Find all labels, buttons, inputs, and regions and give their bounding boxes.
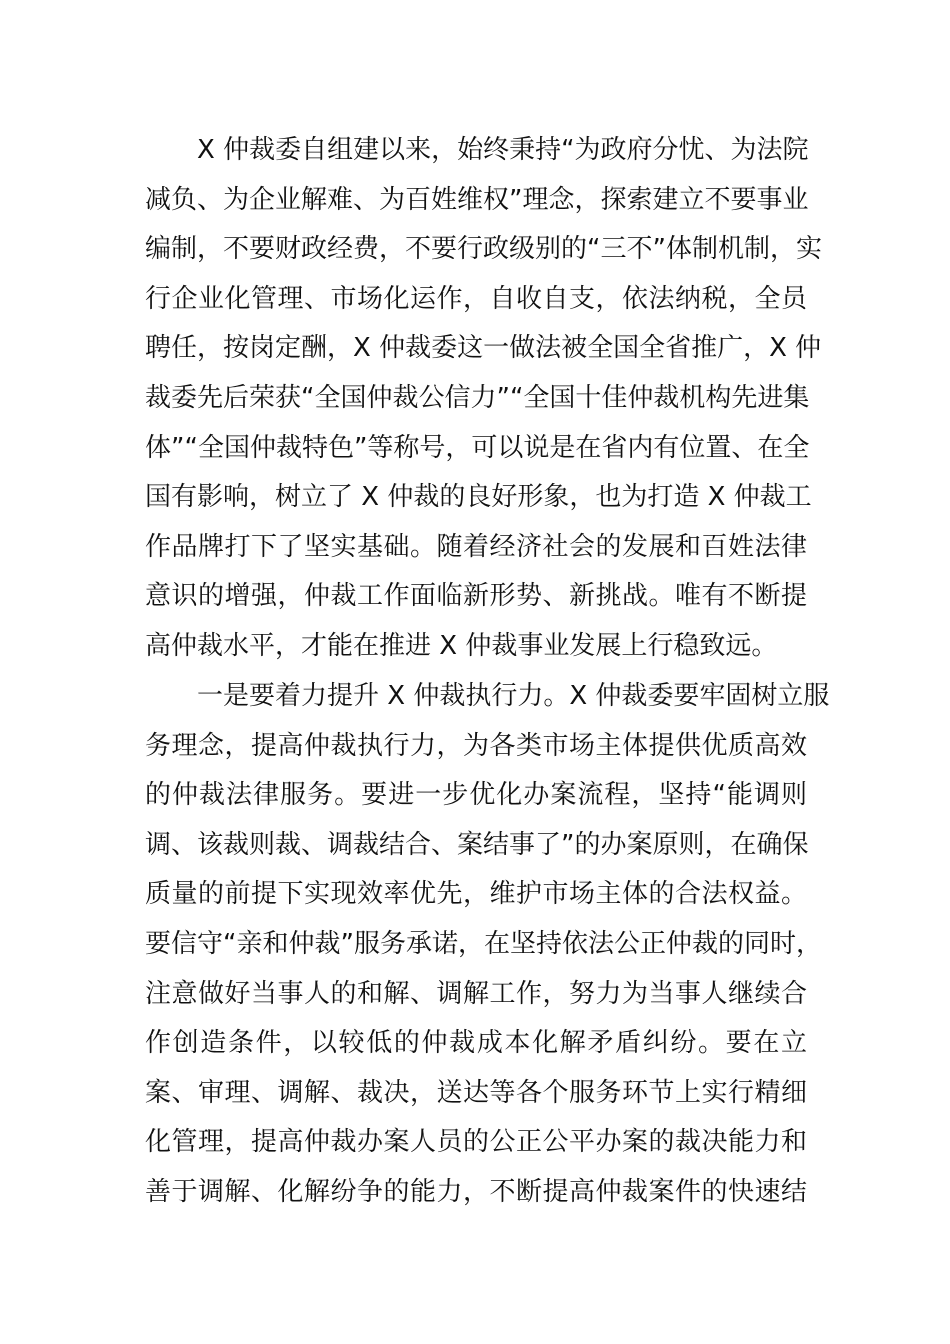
paragraph-line: 要信守“亲和仲裁”服务承诺，在坚持依法公正仲裁的同时， <box>145 928 822 959</box>
paragraph-line: 聘任，按岗定酬，X 仲裁委这一做法被全国全省推广，X 仲 <box>145 333 822 364</box>
paragraph-line: 一是要着力提升 X 仲裁执行力。X 仲裁委要牢固树立服 <box>197 681 830 711</box>
paragraph-line: 体”“全国仲裁特色”等称号，可以说是在省内有位置、在全 <box>145 432 810 463</box>
paragraph-line: 质量的前提下实现效率优先，维护市场主体的合法权益。 <box>145 879 807 910</box>
paragraph-line: 作创造条件，以较低的仲裁成本化解矛盾纠纷。要在立 <box>145 1028 807 1059</box>
paragraph-line: 编制，不要财政经费，不要行政级别的“三不”体制机制，实 <box>145 234 822 265</box>
paragraph-line: 高仲裁水平，才能在推进 X 仲裁事业发展上行稳致远。 <box>145 630 778 661</box>
paragraph-line: 调、该裁则裁、调裁结合、案结事了”的办案原则，在确保 <box>145 829 809 860</box>
paragraph-line: 善于调解、化解纷争的能力，不断提高仲裁案件的快速结 <box>145 1176 807 1207</box>
paragraph-line: 意识的增强，仲裁工作面临新形势、新挑战。唯有不断提 <box>145 581 807 612</box>
paragraph-line: 化管理，提高仲裁办案人员的公正公平办案的裁决能力和 <box>145 1127 807 1158</box>
paragraph-line: 行企业化管理、市场化运作，自收自支，依法纳税，全员 <box>145 283 807 314</box>
paragraph-2 <box>145 672 830 1218</box>
paragraph-line: 裁委先后荣获“全国仲裁公信力”“全国十佳仲裁机构先进集 <box>145 382 810 413</box>
paragraph-line: 务理念，提高仲裁执行力，为各类市场主体提供优质高效 <box>145 730 807 761</box>
paragraph-line: 减负、为企业解难、为百姓维权”理念，探索建立不要事业 <box>145 184 809 215</box>
paragraph-line: 案、审理、调解、裁决，送达等各个服务环节上实行精细 <box>145 1077 807 1108</box>
paragraph-1 <box>145 126 822 672</box>
paragraph-line: X 仲裁委自组建以来，始终秉持“为政府分忧、为法院 <box>197 135 809 165</box>
paragraph-line: 作品牌打下了坚实基础。随着经济社会的发展和百姓法律 <box>145 531 807 562</box>
paragraph-line: 注意做好当事人的和解、调解工作，努力为当事人继续合 <box>145 978 807 1009</box>
paragraph-line: 的仲裁法律服务。要进一步优化办案流程，坚持“能调则 <box>145 780 807 811</box>
paragraph-line: 国有影响，树立了 X 仲裁的良好形象，也为打造 X 仲裁工 <box>145 482 812 513</box>
